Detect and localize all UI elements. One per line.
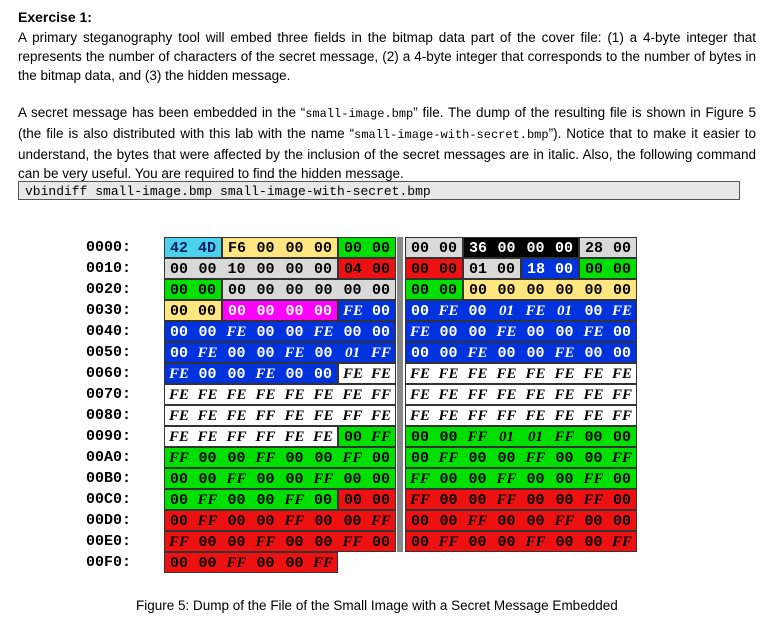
- hex-byte: FF: [338, 531, 367, 552]
- task-paragraph: [18, 103, 756, 183]
- hex-byte: 00: [251, 342, 280, 363]
- hex-byte: 00: [309, 447, 338, 468]
- hex-byte: 00: [164, 510, 193, 531]
- figure-caption: Figure 5: Dump of the File of the Small Image with a Secret Message Embedded: [136, 598, 618, 613]
- para2-text-b: ” file. The dump of the resulting file is shown in Figure 5 (the file is also distributed with this lab with the name “: [18, 105, 756, 141]
- hex-grid: [164, 237, 637, 573]
- block-separator: [397, 237, 403, 552]
- hex-byte: 00: [434, 468, 463, 489]
- hex-byte: 00: [608, 468, 637, 489]
- para2-text-c: ”). Notice that to make it easier to understand, the bytes that were affected by the inclusion of the secret messages are in italic. Also, the following command can be very useful. You are required to find the hidden message.: [18, 126, 756, 181]
- hex-byte: FF: [579, 489, 608, 510]
- hex-byte: 00: [608, 279, 637, 300]
- hex-byte: 00: [222, 300, 251, 321]
- hex-byte: 01: [550, 300, 579, 321]
- hex-byte: 00: [251, 237, 280, 258]
- hex-byte: F6: [222, 237, 251, 258]
- hex-byte: FE: [251, 384, 280, 405]
- hex-byte: FE: [405, 321, 434, 342]
- hex-byte: 18: [521, 258, 550, 279]
- hex-byte: FE: [164, 426, 193, 447]
- hex-byte: 00: [251, 279, 280, 300]
- hex-byte: 00: [550, 447, 579, 468]
- hex-byte: 00: [164, 258, 193, 279]
- hex-byte: FF: [434, 531, 463, 552]
- hex-byte: FE: [434, 384, 463, 405]
- hex-byte: FF: [367, 510, 396, 531]
- hex-byte: 00: [309, 279, 338, 300]
- hex-byte: 00: [222, 363, 251, 384]
- address-label: 00E0:: [86, 533, 132, 550]
- hex-byte: 00: [251, 489, 280, 510]
- hex-byte: FF: [550, 426, 579, 447]
- hex-byte: FF: [222, 468, 251, 489]
- hex-byte: 00: [222, 510, 251, 531]
- hex-byte: FE: [222, 321, 251, 342]
- hex-byte: FE: [164, 405, 193, 426]
- hex-byte: 01: [521, 426, 550, 447]
- hex-byte: 01: [463, 258, 492, 279]
- hex-byte: 00: [550, 237, 579, 258]
- hex-byte: FE: [492, 384, 521, 405]
- hex-byte: 00: [309, 342, 338, 363]
- hex-byte: FE: [434, 300, 463, 321]
- hex-byte: FF: [367, 342, 396, 363]
- hex-byte: FE: [608, 300, 637, 321]
- hex-byte: 00: [521, 321, 550, 342]
- hex-byte: 00: [405, 237, 434, 258]
- hex-byte: 00: [280, 237, 309, 258]
- hex-byte: 00: [222, 531, 251, 552]
- hex-byte: 00: [309, 237, 338, 258]
- hex-byte: FE: [280, 405, 309, 426]
- address-label: 0010:: [86, 260, 132, 277]
- hex-byte: FE: [338, 384, 367, 405]
- hex-byte: 00: [164, 300, 193, 321]
- hex-byte: 00: [550, 468, 579, 489]
- hex-byte: 00: [521, 510, 550, 531]
- hex-byte: 00: [434, 279, 463, 300]
- hex-byte: 00: [309, 258, 338, 279]
- hex-byte: FF: [463, 510, 492, 531]
- hex-byte: 00: [193, 279, 222, 300]
- hex-byte: FF: [251, 426, 280, 447]
- hex-byte: 10: [222, 258, 251, 279]
- hex-byte: 00: [280, 279, 309, 300]
- hex-byte: 00: [492, 279, 521, 300]
- hex-byte: 00: [222, 342, 251, 363]
- hex-byte: FF: [434, 447, 463, 468]
- hex-byte: 00: [608, 321, 637, 342]
- hex-byte: FE: [251, 363, 280, 384]
- hex-byte: FE: [193, 342, 222, 363]
- hex-byte: 00: [550, 258, 579, 279]
- hex-byte: 00: [463, 447, 492, 468]
- hex-byte: FF: [251, 531, 280, 552]
- hex-byte: 00: [463, 531, 492, 552]
- hex-byte: FE: [338, 363, 367, 384]
- hex-byte: FE: [280, 342, 309, 363]
- hex-byte: FE: [309, 321, 338, 342]
- hex-byte: FF: [251, 447, 280, 468]
- hex-byte: 00: [405, 342, 434, 363]
- hex-byte: 00: [338, 489, 367, 510]
- hex-byte: 00: [434, 510, 463, 531]
- hex-byte: FE: [579, 363, 608, 384]
- hex-byte: FE: [550, 342, 579, 363]
- hex-byte: FE: [579, 405, 608, 426]
- hex-byte: FF: [164, 531, 193, 552]
- hex-byte: FE: [222, 405, 251, 426]
- hex-byte: 00: [309, 363, 338, 384]
- hex-byte: 00: [367, 468, 396, 489]
- hex-byte: FE: [164, 384, 193, 405]
- hex-byte: 00: [309, 489, 338, 510]
- hex-byte: 00: [367, 489, 396, 510]
- hex-byte: 04: [338, 258, 367, 279]
- hex-byte: 00: [434, 237, 463, 258]
- hex-byte: 00: [492, 342, 521, 363]
- hex-byte: 00: [521, 237, 550, 258]
- hex-byte: FF: [492, 405, 521, 426]
- hex-byte: 00: [367, 321, 396, 342]
- hex-byte: 00: [434, 258, 463, 279]
- hex-byte: FE: [492, 321, 521, 342]
- cover-filename: small-image.bmp: [305, 107, 414, 121]
- hex-byte: 00: [338, 426, 367, 447]
- hex-byte: 00: [463, 279, 492, 300]
- hex-byte: 00: [550, 279, 579, 300]
- address-label: 0040:: [86, 323, 132, 340]
- hex-byte: 00: [405, 258, 434, 279]
- hex-byte: 00: [164, 321, 193, 342]
- hex-byte: FE: [463, 363, 492, 384]
- hex-byte: 01: [338, 342, 367, 363]
- hex-byte: 00: [550, 321, 579, 342]
- hex-byte: FE: [309, 426, 338, 447]
- hex-byte: 00: [521, 489, 550, 510]
- hex-byte: FF: [463, 405, 492, 426]
- hex-byte: 00: [193, 300, 222, 321]
- hex-byte: FF: [463, 426, 492, 447]
- hex-byte: FE: [550, 363, 579, 384]
- hex-byte: 00: [608, 258, 637, 279]
- hex-byte: 00: [193, 363, 222, 384]
- hex-byte: FE: [521, 384, 550, 405]
- hex-byte: FF: [251, 405, 280, 426]
- hex-byte: 00: [251, 258, 280, 279]
- hex-byte: 00: [550, 489, 579, 510]
- hex-byte: 00: [338, 279, 367, 300]
- hex-byte: FF: [309, 552, 338, 573]
- hex-byte: 00: [608, 237, 637, 258]
- hex-byte: FF: [492, 489, 521, 510]
- hex-byte: 42: [164, 237, 193, 258]
- hex-byte: FF: [338, 447, 367, 468]
- hex-byte: FF: [367, 426, 396, 447]
- hex-byte: FE: [608, 363, 637, 384]
- hex-byte: FE: [492, 363, 521, 384]
- hex-byte: FF: [550, 510, 579, 531]
- hex-byte: 00: [405, 300, 434, 321]
- hex-byte: FE: [463, 342, 492, 363]
- hex-byte: FE: [338, 300, 367, 321]
- hex-byte: FE: [193, 426, 222, 447]
- hex-byte: 00: [251, 321, 280, 342]
- hex-byte: FE: [367, 363, 396, 384]
- hex-byte: 00: [338, 237, 367, 258]
- address-label: 0090:: [86, 428, 132, 445]
- hex-byte: 00: [280, 300, 309, 321]
- hex-byte: FF: [608, 531, 637, 552]
- hex-byte: 01: [492, 426, 521, 447]
- hex-byte: FF: [193, 510, 222, 531]
- secret-filename: small-image-with-secret.bmp: [354, 128, 549, 142]
- hex-byte: 00: [608, 510, 637, 531]
- hex-byte: 00: [309, 510, 338, 531]
- hex-byte: 00: [193, 258, 222, 279]
- hex-byte: 00: [521, 279, 550, 300]
- hex-byte: FE: [405, 405, 434, 426]
- hex-byte: 00: [434, 426, 463, 447]
- hex-byte: 00: [309, 300, 338, 321]
- address-label: 0070:: [86, 386, 132, 403]
- hex-byte: FF: [405, 489, 434, 510]
- hex-byte: FE: [579, 321, 608, 342]
- address-label: 00B0:: [86, 470, 132, 487]
- hex-byte: FE: [579, 384, 608, 405]
- hex-byte: 00: [434, 489, 463, 510]
- hex-byte: 00: [579, 342, 608, 363]
- hex-byte: 00: [193, 468, 222, 489]
- address-label: 0080:: [86, 407, 132, 424]
- hex-byte: 00: [338, 468, 367, 489]
- hex-byte: 00: [280, 552, 309, 573]
- hex-byte: FE: [434, 363, 463, 384]
- intro-paragraph: A primary steganography tool will embed three fields in the bitmap data part of the cover file: (1) a 4-byte integer that represents the number of characters of the secret message, (2) a 4-byte integer that corresponds to the number of bytes in the bitmap data, and (3) the hidden message.: [18, 30, 756, 83]
- hex-byte: FF: [367, 384, 396, 405]
- hex-byte: 00: [521, 468, 550, 489]
- hex-byte: 00: [280, 363, 309, 384]
- hex-byte: FE: [405, 384, 434, 405]
- hex-byte: FE: [521, 300, 550, 321]
- hex-byte: 00: [434, 321, 463, 342]
- hex-byte: FF: [608, 405, 637, 426]
- hex-byte: FF: [492, 468, 521, 489]
- hex-byte: FF: [193, 489, 222, 510]
- address-column: [86, 237, 158, 573]
- hex-byte: 00: [164, 468, 193, 489]
- hex-byte: FE: [309, 405, 338, 426]
- hex-byte: 00: [193, 531, 222, 552]
- hex-byte: 00: [280, 447, 309, 468]
- hex-byte: 00: [338, 321, 367, 342]
- hex-byte: FE: [550, 405, 579, 426]
- hex-byte: 00: [164, 552, 193, 573]
- hex-byte: 00: [222, 447, 251, 468]
- hex-byte: 00: [280, 321, 309, 342]
- hex-byte: FF: [463, 384, 492, 405]
- hex-byte: 00: [405, 426, 434, 447]
- hex-byte: 00: [521, 342, 550, 363]
- hex-byte: 00: [608, 489, 637, 510]
- hex-byte: 00: [164, 342, 193, 363]
- hex-byte: 00: [579, 300, 608, 321]
- hex-byte: FE: [280, 384, 309, 405]
- hex-byte: FF: [280, 489, 309, 510]
- hex-byte: 00: [338, 510, 367, 531]
- hex-byte: 00: [579, 447, 608, 468]
- hex-byte: 00: [193, 447, 222, 468]
- hex-byte: FF: [608, 447, 637, 468]
- hex-byte: 00: [405, 447, 434, 468]
- hex-byte: FF: [338, 405, 367, 426]
- hex-byte: FE: [405, 363, 434, 384]
- hex-byte: 00: [434, 342, 463, 363]
- hex-byte: FE: [521, 405, 550, 426]
- hex-byte: 00: [405, 510, 434, 531]
- exercise-heading: Exercise 1:: [18, 9, 92, 25]
- hex-byte: 00: [251, 300, 280, 321]
- hex-byte: 00: [367, 237, 396, 258]
- hex-byte: FE: [280, 426, 309, 447]
- hex-byte: 00: [579, 531, 608, 552]
- hex-byte: 00: [579, 279, 608, 300]
- hex-byte: FE: [193, 405, 222, 426]
- hex-byte: 00: [492, 447, 521, 468]
- hex-byte: 28: [579, 237, 608, 258]
- hex-byte: FF: [280, 510, 309, 531]
- hex-byte: 00: [222, 279, 251, 300]
- address-label: 00C0:: [86, 491, 132, 508]
- hex-byte: 00: [463, 300, 492, 321]
- address-label: 0020:: [86, 281, 132, 298]
- hex-byte: 00: [463, 489, 492, 510]
- hex-byte: 00: [579, 258, 608, 279]
- hex-byte: 00: [193, 321, 222, 342]
- hex-byte: 00: [367, 531, 396, 552]
- hex-byte: FF: [405, 468, 434, 489]
- hex-byte: 4D: [193, 237, 222, 258]
- hex-byte: 00: [280, 531, 309, 552]
- hex-byte: FE: [193, 384, 222, 405]
- hex-byte: FE: [521, 363, 550, 384]
- hex-byte: FF: [521, 531, 550, 552]
- hex-byte: 00: [492, 258, 521, 279]
- hex-row: [164, 552, 637, 573]
- hex-byte: 00: [193, 552, 222, 573]
- hex-byte: FF: [222, 426, 251, 447]
- hex-byte: 00: [280, 468, 309, 489]
- hex-byte: 00: [251, 468, 280, 489]
- hex-byte: 01: [492, 300, 521, 321]
- address-label: 0050:: [86, 344, 132, 361]
- hex-byte: 00: [608, 342, 637, 363]
- hex-byte: 00: [579, 510, 608, 531]
- address-label: 00F0:: [86, 554, 132, 571]
- hex-byte: FE: [164, 363, 193, 384]
- command-box[interactable]: vbindiff small-image.bmp small-image-with-secret.bmp: [18, 181, 740, 200]
- hex-byte: FF: [222, 552, 251, 573]
- hex-byte: 00: [309, 531, 338, 552]
- hex-byte: 00: [251, 552, 280, 573]
- hex-byte: 00: [164, 279, 193, 300]
- hex-byte: 00: [550, 531, 579, 552]
- hex-byte: FE: [367, 405, 396, 426]
- hex-byte: FF: [164, 447, 193, 468]
- hex-byte: 00: [492, 510, 521, 531]
- hex-byte: 00: [492, 237, 521, 258]
- hex-byte: FE: [434, 405, 463, 426]
- hex-byte: 00: [367, 258, 396, 279]
- hex-byte: 00: [164, 489, 193, 510]
- hex-byte: 00: [608, 426, 637, 447]
- hex-byte: FE: [222, 384, 251, 405]
- address-label: 00D0:: [86, 512, 132, 529]
- hex-byte: 00: [222, 489, 251, 510]
- hex-byte: FF: [579, 468, 608, 489]
- hex-byte: 00: [405, 279, 434, 300]
- hex-byte: 00: [367, 447, 396, 468]
- hex-byte: 00: [405, 531, 434, 552]
- address-label: 00A0:: [86, 449, 132, 466]
- hex-byte: 00: [463, 468, 492, 489]
- hex-byte: FF: [608, 384, 637, 405]
- hex-byte: 00: [367, 279, 396, 300]
- hex-byte: FF: [521, 447, 550, 468]
- hex-byte: 00: [251, 510, 280, 531]
- address-label: 0000:: [86, 239, 132, 256]
- hex-byte: 00: [280, 258, 309, 279]
- hex-byte: FF: [309, 468, 338, 489]
- hex-byte: 00: [463, 321, 492, 342]
- hex-byte: FE: [550, 384, 579, 405]
- para2-text-a: A secret message has been embedded in the “: [18, 105, 306, 120]
- hex-byte: 00: [579, 426, 608, 447]
- hex-byte: 00: [367, 300, 396, 321]
- address-label: 0060:: [86, 365, 132, 382]
- hex-byte: 00: [492, 531, 521, 552]
- hex-byte: 36: [463, 237, 492, 258]
- address-label: 0030:: [86, 302, 132, 319]
- hex-byte: FE: [309, 384, 338, 405]
